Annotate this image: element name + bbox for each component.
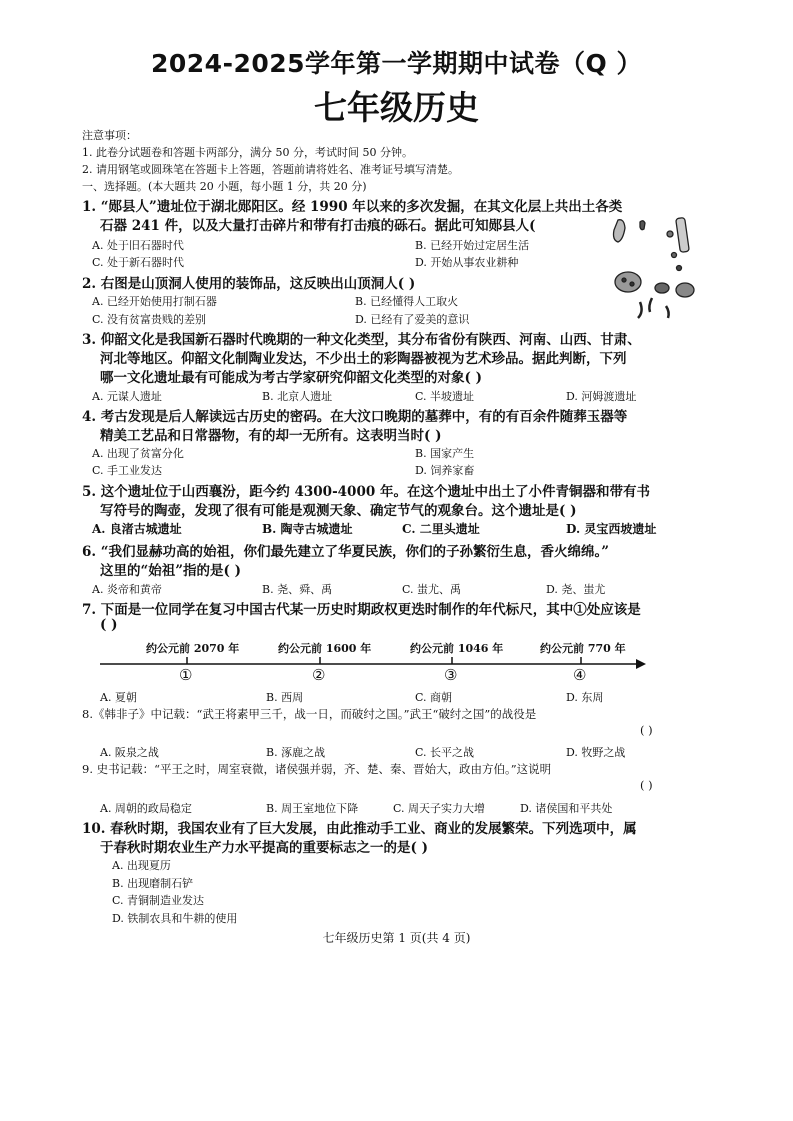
- q7-option-b: B. 西周: [266, 691, 304, 704]
- q3-option-c: C. 半坡遗址: [415, 390, 475, 403]
- q7-option-c: C. 商朝: [415, 691, 453, 704]
- q3-line1: 3. 仰韶文化是我国新石器时代晚期的一种文化类型，其分布省份有陕西、河南、山西、甘肃、: [82, 332, 641, 348]
- ornaments-illustration: [600, 210, 700, 325]
- q9-option-a: A. 周朝的政局稳定: [100, 802, 192, 815]
- timeline-axis: [0, 655, 793, 675]
- q6-option-b: B. 尧、舜、禹: [262, 583, 333, 596]
- q8-answer-paren: ( ): [640, 723, 653, 737]
- q3-line3: 哪一文化遗址最有可能成为考古学家研究仰韶文化类型的对象( ): [100, 370, 482, 386]
- q3-line2: 河北等地区。仰韶文化制陶业发达，不少出土的彩陶器被视为艺术珍品。据此判断，下列: [100, 351, 627, 367]
- q7-option-d: D. 东周: [566, 691, 604, 704]
- q1-line2: 石器 241 件，以及大量打击碎片和带有打击痕的砾石。据此可知郧县人(: [100, 218, 536, 234]
- q10-line2: 于春秋时期农业生产力水平提高的重要标志之一的是( ): [100, 840, 428, 856]
- timeline-label-4: 约公元前 770 年: [540, 642, 626, 655]
- q5-option-d: D. 灵宝西坡遗址: [566, 522, 657, 536]
- q2-option-b: B. 已经懂得人工取火: [355, 295, 459, 308]
- q9-option-d: D. 诸侯国和平共处: [520, 802, 613, 815]
- q5-line2: 写符号的陶壶，发现了很有可能是观测天象、确定节气的观象台。这个遗址是( ): [100, 503, 577, 519]
- timeline-label-1: 约公元前 2070 年: [146, 642, 240, 655]
- timeline-mark-3: ③: [444, 666, 458, 684]
- timeline-mark-4: ④: [573, 666, 587, 684]
- q2-option-a: A. 已经开始使用打制石器: [92, 295, 217, 308]
- notes-heading: 注意事项：: [82, 129, 137, 142]
- q10-line1: 10. 春秋时期，我国农业有了巨大发展，由此推动手工业、商业的发展繁荣。下列选项中，属: [82, 821, 637, 837]
- q9-option-b: B. 周王室地位下降: [266, 802, 359, 815]
- note-1: 1. 此卷分试题卷和答题卡两部分，满分 50 分，考试时间 50 分钟。: [82, 146, 413, 159]
- timeline-mark-2: ②: [312, 666, 326, 684]
- q3-option-d: D. 河姆渡遗址: [566, 390, 637, 403]
- q8-option-a: A. 阪泉之战: [100, 746, 159, 759]
- q7-line2: ( ): [100, 617, 118, 633]
- section-heading: 一、选择题。(本大题共 20 小题，每小题 1 分，共 20 分): [82, 180, 367, 193]
- q8-option-b: B. 涿鹿之战: [266, 746, 326, 759]
- q5-option-a: A. 良渚古城遗址: [92, 522, 182, 536]
- page-footer: 七年级历史第 1 页(共 4 页): [322, 931, 471, 945]
- q1-line1: 1. “郧县人”遗址位于湖北郧阳区。经 1990 年以来的多次发掘，在其文化层上共出土各类: [82, 199, 623, 215]
- q4-option-a: A. 出现了贫富分化: [92, 447, 184, 460]
- q10-option-a: A. 出现夏历: [112, 859, 171, 872]
- q2-option-c: C. 没有贫富贵贱的差别: [92, 313, 207, 326]
- q10-option-c: C. 青铜制造业发达: [112, 894, 205, 907]
- q5-line1: 5. 这个遗址位于山西襄汾，距今约 4300-4000 年。在这个遗址中出土了小件青铜器和带有书: [82, 484, 650, 500]
- q9-line1: 9. 史书记载：“平王之时，周室衰微，诸侯强并弱，齐、楚、秦、晋始大，政由方伯。”这说明: [82, 762, 552, 776]
- q8-option-c: C. 长平之战: [415, 746, 475, 759]
- q4-option-b: B. 国家产生: [415, 447, 475, 460]
- q4-line1: 4. 考古发现是后人解读远古历史的密码。在大汶口晚期的墓葬中，有的有百余件随葬玉器等: [82, 409, 628, 425]
- q6-line2: 这里的“始祖”指的是( ): [100, 563, 242, 579]
- q2-line1: 2. 右图是山顶洞人使用的装饰品，这反映出山顶洞人( ): [82, 276, 416, 292]
- q3-option-a: A. 元谋人遗址: [92, 390, 162, 403]
- timeline-mark-1: ①: [179, 666, 193, 684]
- note-2: 2. 请用钢笔或圆珠笔在答题卡上答题，答题前请将姓名、准考证号填写清楚。: [82, 163, 459, 176]
- q1-option-a: A. 处于旧石器时代: [92, 239, 184, 252]
- q4-line2: 精美工艺品和日常器物，有的却一无所有。这表明当时( ): [100, 428, 442, 444]
- timeline-label-2: 约公元前 1600 年: [278, 642, 372, 655]
- q8-option-d: D. 牧野之战: [566, 746, 626, 759]
- q5-option-c: C. 二里头遗址: [402, 522, 480, 536]
- q6-option-d: D. 尧、蚩尤: [546, 583, 606, 596]
- q6-option-a: A. 炎帝和黄帝: [92, 583, 162, 596]
- exam-subject: 七年级历史: [314, 88, 479, 127]
- q4-option-c: C. 手工业发达: [92, 464, 163, 477]
- q2-option-d: D. 已经有了爱美的意识: [355, 313, 470, 326]
- q6-option-c: C. 蚩尤、禹: [402, 583, 462, 596]
- q1-option-d: D. 开始从事农业耕种: [415, 256, 519, 269]
- exam-title: 2024-2025学年第一学期期中试卷（Q ）: [151, 49, 642, 78]
- q1-option-c: C. 处于新石器时代: [92, 256, 185, 269]
- q4-option-d: D. 饲养家畜: [415, 464, 475, 477]
- q10-option-d: D. 铁制农具和牛耕的使用: [112, 912, 238, 925]
- q9-option-c: C. 周天子实力大增: [393, 802, 486, 815]
- q5-option-b: B. 陶寺古城遗址: [262, 522, 353, 536]
- q6-line1: 6. “我们显赫功高的始祖，你们最先建立了华夏民族，你们的子孙繁衍生息，香火绵绵。”: [82, 544, 610, 560]
- q7-option-a: A. 夏朝: [100, 691, 137, 704]
- q3-option-b: B. 北京人遗址: [262, 390, 333, 403]
- q9-answer-paren: ( ): [640, 778, 653, 792]
- timeline-label-3: 约公元前 1046 年: [410, 642, 504, 655]
- q7-line1: 7. 下面是一位同学在复习中国古代某一历史时期政权更迭时制作的年代标尺，其中①处应该是: [82, 602, 641, 618]
- q8-line1: 8.《韩非子》中记载：“武王将素甲三千，战一日，而破纣之国。”武王“破纣之国”的战役是: [82, 707, 537, 721]
- q1-option-b: B. 已经开始过定居生活: [415, 239, 530, 252]
- q10-option-b: B. 出现磨制石铲: [112, 877, 194, 890]
